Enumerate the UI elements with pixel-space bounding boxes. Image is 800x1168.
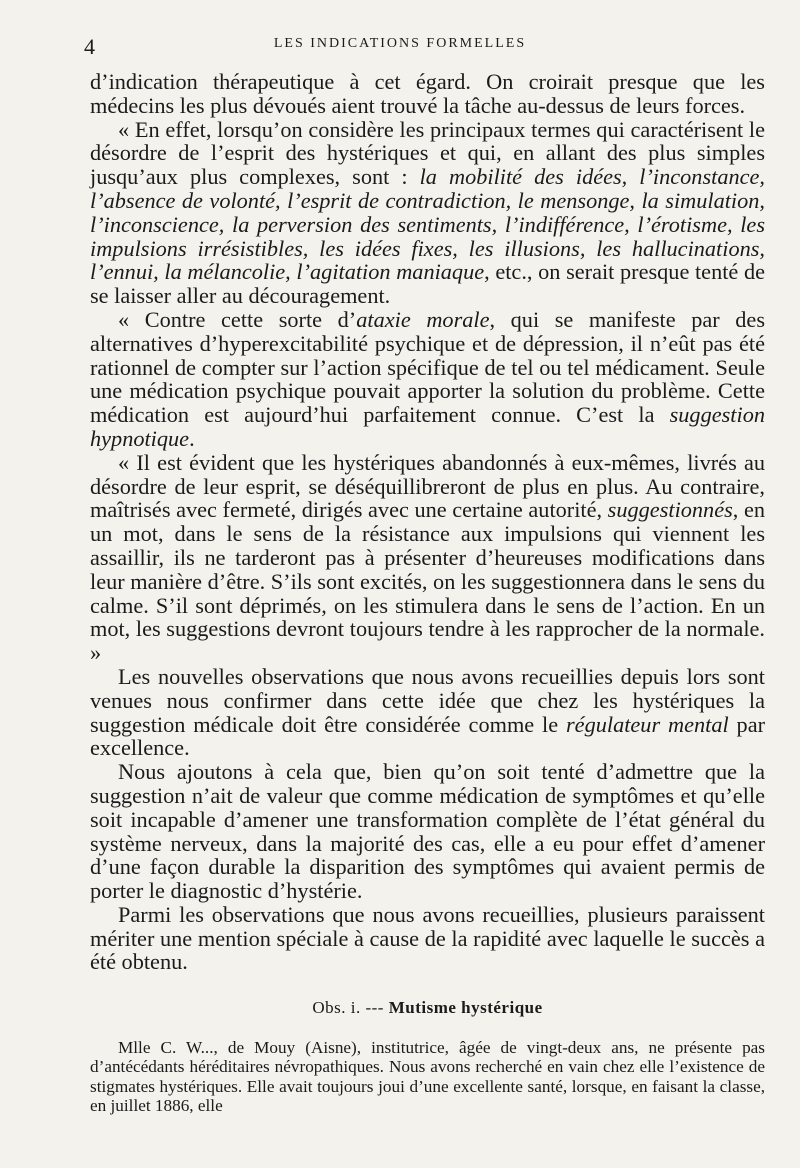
page-number: 4 [84,34,95,59]
text-span: par excellence. [90,711,766,761]
observation-label: Obs. i. --- [312,998,384,1018]
text-span: , en un mot, dans le sens de la résistance aux impulsions qui viennent les assaillir, ils ne tarderont pas à présenter d’heureuses modifications dans leur manière d’être. S’ils sont excités, on les suggestionnera dans le sens du calme. S’il sont déprimés, on les stimulera dans le sens de l’action. En un mot, les suggestions devront toujours tendre à les rapprocher de la normale. » [90,497,765,666]
observation-title: Mutisme hystérique [388,998,543,1018]
italic-span: la mobilité des idées, l’inconstance, l’absence de volonté, l’esprit de contradiction, le mensonge, la simulation, l’inconscience, la perversion des sentiments, l’indifférence, l’érotisme, les impulsions irrésistibles, les idées fixes, les illusions, les hallucinations, l’ennui, la mélancolie, l’agitation maniaque [90,164,765,285]
running-title: LES INDICATIONS FORMELLES [273,36,527,51]
text-span: , etc., on serait presque tenté de se laisser aller au découragement. [90,259,765,309]
paragraph-6 [90,760,765,903]
italic-span: ataxie morale [356,306,490,332]
paragraph-4 [90,451,765,665]
paragraph-5 [90,665,765,760]
text-span: « Contre cette sorte d’ [118,306,357,332]
text-span: « En effet, lorsqu’on considère les principaux termes qui caractérisent le désordre de l’esprit des hystériques et qui, en allant des plus simples jusqu’aux plus complexes, sont : [90,116,765,190]
observation-heading [90,998,765,1018]
italic-span: suggestion hypnotique [90,402,765,451]
paragraph-2 [90,118,765,308]
paragraph-3 [90,308,765,451]
page-header [0,28,800,58]
italic-span: suggestionnés [607,497,733,523]
case-paragraph: Mlle C. W..., de Mouy (Aisne), institutrice, âgée de vingt-deux ans, ne présente pas d’antécédants héréditaires névropathiques. Nous avons recherché en vain chez elle l’existence de stigmates hystériques. Elle avait toujours joui d’une excellente santé, lorsque, en faisant la classe, en juillet 1886, elle [90,1038,765,1115]
paragraph-1 [90,70,765,118]
text-span: Les nouvelles observations que nous avons recueillies depuis lors sont venues nous confirmer dans cette idée que chez les hystériques la suggestion médicale doit être considérée comme le [90,663,765,737]
body-text [90,70,765,1115]
text-span: « Il est évident que les hystériques abandonnés à eux-mêmes, livrés au désordre de leur esprit, se déséquillibreront de plus en plus. Au contraire, maîtrisés avec fermeté, dirigés avec une certaine autorité, [90,449,765,523]
text-span: Nous ajoutons à cela que, bien qu’on soit tenté d’admettre que la suggestion n’ait de valeur que comme médication de symptômes et qu’elle soit incapable d’amener une transformation complète de l’état général du système nerveux, dans la majorité des cas, elle a eu pour effet d’amener d’une façon durable la disparition des symptômes qui avaient permis de porter le diagnostic d’hystérie. [90,759,765,904]
text-span: d’indication thérapeutique à cet égard. On croirait presque que les médecins les plus dévoués aient trouvé la tâche au-dessus de leurs forces. [90,69,765,118]
text-span: . [189,425,195,451]
italic-span: régulateur mental [566,711,729,737]
paragraph-7 [90,903,765,974]
text-span: Parmi les observations que nous avons recueillies, plusieurs paraissent mériter une mention spéciale à cause de la rapidité avec laquelle le succès a été obtenu. [90,901,765,975]
text-span: , qui se manifeste par des alternatives d’hyperexcitabilité psychique et de dépression, il n’eût pas été rationnel de compter sur l’action spécifique de tel ou tel médicament. Seule une médication psychique pouvait apporter la solution du problème. Cette médication est aujourd’hui parfaitement connue. C’est la [90,306,765,428]
